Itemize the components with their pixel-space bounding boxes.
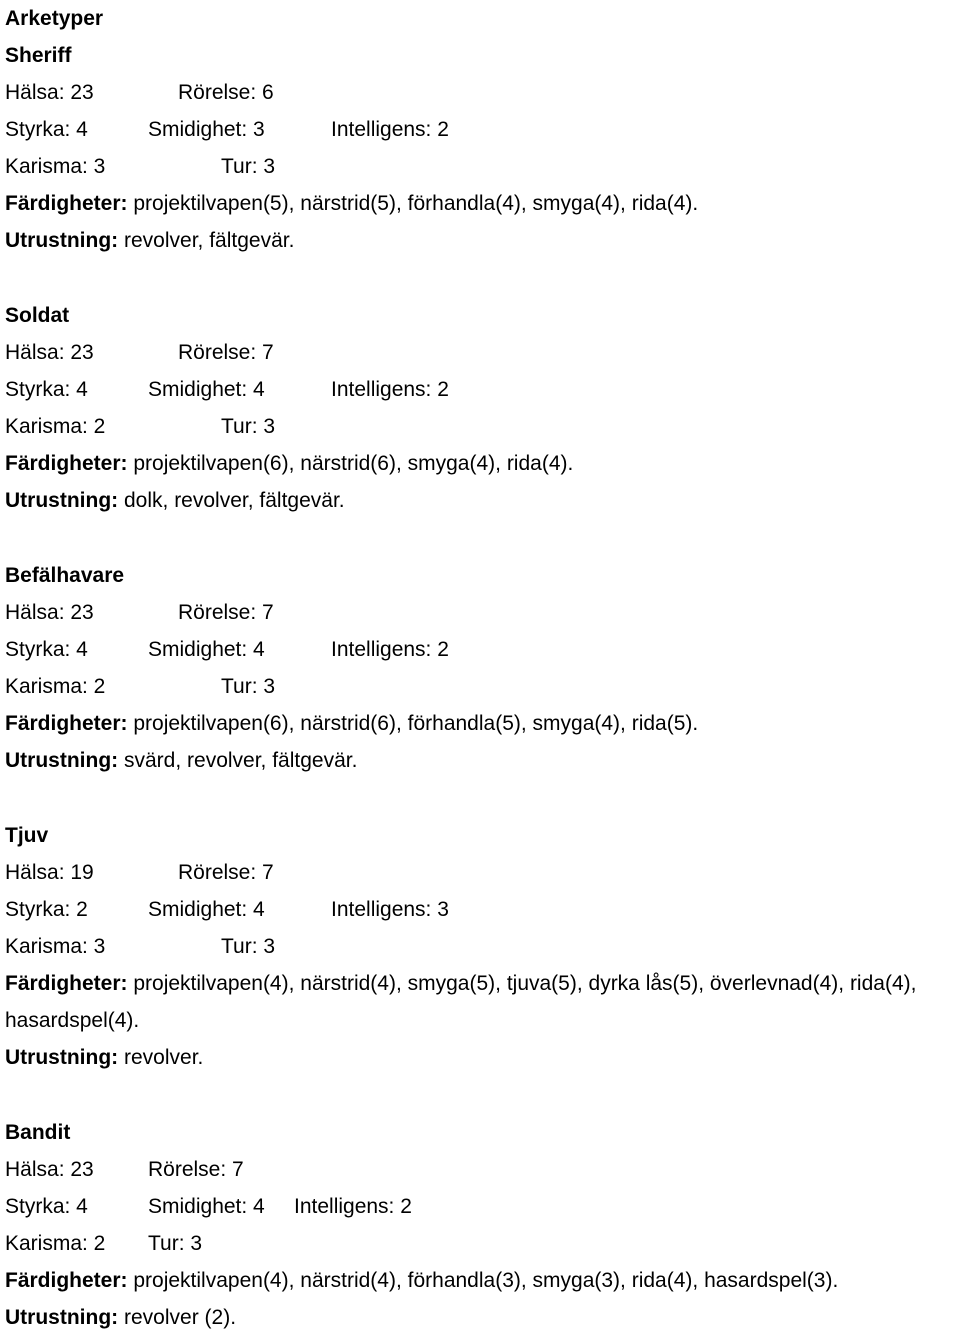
stat-halsa: Hälsa: 19 bbox=[5, 861, 94, 884]
stat-styrka: Styrka: 4 bbox=[5, 1195, 88, 1218]
skills-label: Färdigheter: bbox=[5, 712, 128, 735]
archetype-name: Sheriff bbox=[5, 44, 72, 67]
equipment-line bbox=[5, 222, 960, 259]
stats-row-3 bbox=[5, 148, 960, 185]
stat-styrka: Styrka: 4 bbox=[5, 118, 88, 141]
stat-tur: Tur: 3 bbox=[221, 415, 276, 438]
archetype-sheriff bbox=[5, 37, 960, 259]
equipment-label: Utrustning: bbox=[5, 1046, 119, 1069]
stats-row-1 bbox=[5, 1151, 960, 1188]
equipment-label: Utrustning: bbox=[5, 749, 119, 772]
skills-line bbox=[5, 445, 960, 482]
archetype-name: Bandit bbox=[5, 1121, 71, 1144]
stat-karisma: Karisma: 3 bbox=[5, 935, 106, 958]
stat-styrka: Styrka: 4 bbox=[5, 378, 88, 401]
stat-smidighet: Smidighet: 4 bbox=[148, 638, 265, 661]
equipment-value: svärd, revolver, fältgevär. bbox=[124, 749, 358, 772]
stat-intelligens: Intelligens: 2 bbox=[294, 1195, 412, 1218]
stats-row-3 bbox=[5, 928, 960, 965]
archetype-name: Tjuv bbox=[5, 824, 49, 847]
stat-rorelse: Rörelse: 7 bbox=[178, 861, 274, 884]
stat-karisma: Karisma: 3 bbox=[5, 155, 106, 178]
stat-smidighet: Smidighet: 4 bbox=[148, 898, 265, 921]
archetype-soldat bbox=[5, 297, 960, 519]
archetype-bandit bbox=[5, 1114, 960, 1336]
archetype-tjuv bbox=[5, 817, 960, 1076]
stat-intelligens: Intelligens: 2 bbox=[331, 118, 449, 141]
skills-value: projektilvapen(5), närstrid(5), förhandla(4), smyga(4), rida(4). bbox=[133, 192, 699, 215]
stat-smidighet: Smidighet: 4 bbox=[148, 1195, 265, 1218]
stats-row-3 bbox=[5, 1225, 960, 1262]
stat-rorelse: Rörelse: 7 bbox=[148, 1158, 244, 1181]
stat-karisma: Karisma: 2 bbox=[5, 675, 106, 698]
equipment-value: dolk, revolver, fältgevär. bbox=[124, 489, 345, 512]
skills-value: projektilvapen(6), närstrid(6), smyga(4), rida(4). bbox=[133, 452, 574, 475]
stat-smidighet: Smidighet: 4 bbox=[148, 378, 265, 401]
equipment-label: Utrustning: bbox=[5, 1306, 119, 1329]
stat-intelligens: Intelligens: 3 bbox=[331, 898, 449, 921]
stats-row-2 bbox=[5, 371, 960, 408]
stats-row-3 bbox=[5, 668, 960, 705]
skills-line bbox=[5, 1262, 960, 1299]
skills-value: projektilvapen(4), närstrid(4), förhandla(3), smyga(3), rida(4), hasardspel(3). bbox=[133, 1269, 839, 1292]
stat-tur: Tur: 3 bbox=[148, 1232, 203, 1255]
stats-row-2 bbox=[5, 631, 960, 668]
stats-row-1 bbox=[5, 74, 960, 111]
skills-label: Färdigheter: bbox=[5, 192, 128, 215]
stat-rorelse: Rörelse: 7 bbox=[178, 601, 274, 624]
skills-value: projektilvapen(6), närstrid(6), förhandla(5), smyga(4), rida(5). bbox=[133, 712, 699, 735]
stat-smidighet: Smidighet: 3 bbox=[148, 118, 265, 141]
stats-row-1 bbox=[5, 594, 960, 631]
stat-halsa: Hälsa: 23 bbox=[5, 1158, 94, 1181]
archetype-befalhavare bbox=[5, 557, 960, 779]
skills-label: Färdigheter: bbox=[5, 452, 128, 475]
page-heading: Arketyper bbox=[5, 7, 104, 30]
skills-label: Färdigheter: bbox=[5, 1269, 128, 1292]
equipment-line bbox=[5, 482, 960, 519]
equipment-value: revolver, fältgevär. bbox=[124, 229, 295, 252]
stats-row-1 bbox=[5, 334, 960, 371]
stat-halsa: Hälsa: 23 bbox=[5, 341, 94, 364]
stats-row-1 bbox=[5, 854, 960, 891]
skills-value: projektilvapen(4), närstrid(4), smyga(5), tjuva(5), dyrka lås(5), överlevnad(4), rida(4), hasardspel(4). bbox=[5, 972, 917, 1032]
stat-tur: Tur: 3 bbox=[221, 935, 276, 958]
stats-row-2 bbox=[5, 1188, 960, 1225]
stat-intelligens: Intelligens: 2 bbox=[331, 378, 449, 401]
stat-rorelse: Rörelse: 6 bbox=[178, 81, 274, 104]
stat-tur: Tur: 3 bbox=[221, 155, 276, 178]
stat-rorelse: Rörelse: 7 bbox=[178, 341, 274, 364]
stat-tur: Tur: 3 bbox=[221, 675, 276, 698]
stat-karisma: Karisma: 2 bbox=[5, 415, 106, 438]
skills-line bbox=[5, 965, 960, 1039]
equipment-value: revolver. bbox=[124, 1046, 204, 1069]
stat-intelligens: Intelligens: 2 bbox=[331, 638, 449, 661]
equipment-line bbox=[5, 1039, 960, 1076]
stats-row-2 bbox=[5, 111, 960, 148]
stat-halsa: Hälsa: 23 bbox=[5, 601, 94, 624]
archetype-name: Soldat bbox=[5, 304, 70, 327]
skills-label: Färdigheter: bbox=[5, 972, 128, 995]
skills-line bbox=[5, 705, 960, 742]
stats-row-2 bbox=[5, 891, 960, 928]
skills-line bbox=[5, 185, 960, 222]
stats-row-3 bbox=[5, 408, 960, 445]
equipment-label: Utrustning: bbox=[5, 229, 119, 252]
stat-halsa: Hälsa: 23 bbox=[5, 81, 94, 104]
equipment-label: Utrustning: bbox=[5, 489, 119, 512]
equipment-line bbox=[5, 742, 960, 779]
stat-styrka: Styrka: 4 bbox=[5, 638, 88, 661]
archetype-name: Befälhavare bbox=[5, 564, 125, 587]
stat-styrka: Styrka: 2 bbox=[5, 898, 88, 921]
equipment-value: revolver (2). bbox=[124, 1306, 237, 1329]
stat-karisma: Karisma: 2 bbox=[5, 1232, 106, 1255]
